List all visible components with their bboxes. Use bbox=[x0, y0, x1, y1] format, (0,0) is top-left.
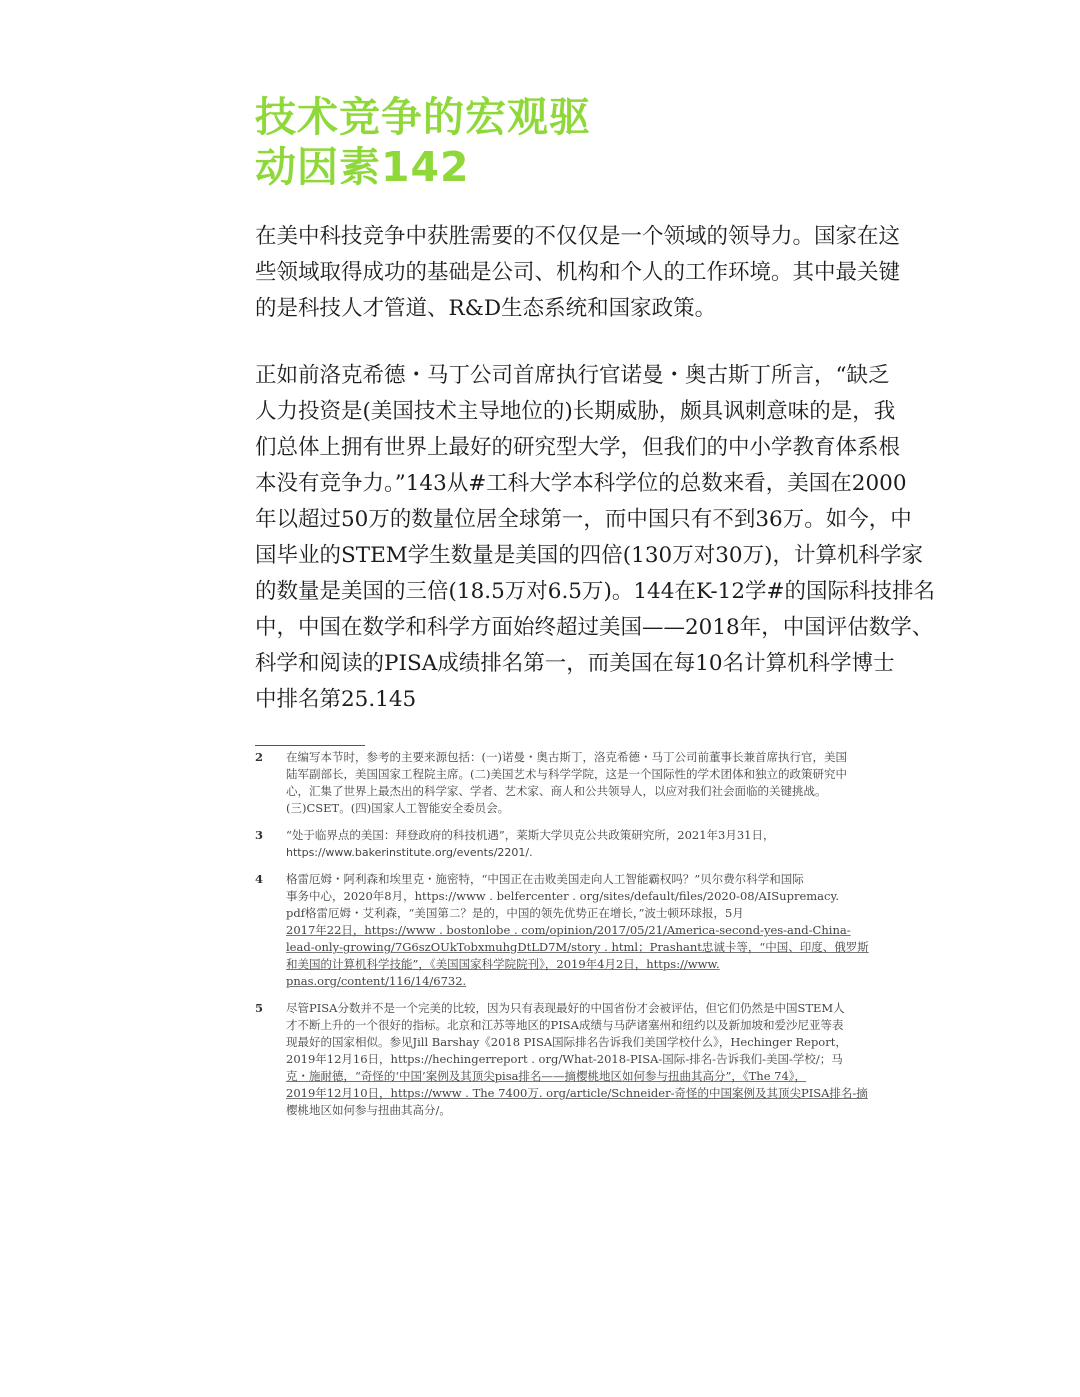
footnote-link[interactable]: 2019年12月10日，https://www . The 7400万. org/article/Schneider-奇怪的中国案例及其顶尖PISA排名-摘 bbox=[286, 1086, 868, 1100]
footnote-line: 克・施耐德，“奇怪的‘中国’案例及其顶尖pisa排名——摘樱桃地区如何参与扭曲其高分”，《The 74》， bbox=[286, 1069, 807, 1083]
footnote-link[interactable]: pnas.org/content/116/14/6732. bbox=[286, 974, 467, 988]
paragraph-line: 中，中国在数学和科学方面始终超过美国——2018年，中国评估数学、 bbox=[255, 615, 934, 640]
footnote-number: 3 bbox=[255, 828, 264, 842]
paragraph-line: 们总体上拥有世界上最好的研究型大学，但我们的中小学教育体系根 bbox=[255, 435, 901, 460]
footnote-line: 2019年12月16日，https://hechingerreport . org/What-2018-PISA-国际-排名-告诉我们-美国-学校/；马 bbox=[286, 1052, 843, 1066]
paragraph-line: 年以超过50万的数量位居全球第一，而中国只有不到36万。如今，中 bbox=[255, 507, 912, 532]
paragraph-line: 正如前洛克希德・马丁公司首席执行官诺曼・奥古斯丁所言，“缺乏 bbox=[255, 363, 890, 388]
footnote-number: 5 bbox=[255, 1001, 264, 1015]
paragraph-line: 的数量是美国的三倍(18.5万对6.5万)。144在K-12学#的国际科技排名 bbox=[255, 579, 936, 604]
page-title bbox=[255, 92, 815, 192]
footnote bbox=[255, 749, 905, 817]
footnotes bbox=[255, 749, 905, 1129]
paragraph-line: 国毕业的STEM学生数量是美国的四倍(130万对30万)，计算机科学家 bbox=[255, 543, 923, 568]
footnote bbox=[255, 1000, 905, 1119]
title-line: 技术竞争的宏观驱 bbox=[255, 93, 591, 141]
body-paragraph-1 bbox=[255, 219, 915, 327]
title-line: 动因素142 bbox=[255, 143, 470, 191]
footnote-line: 在编写本节时，参考的主要来源包括：(一)诺曼・奥古斯丁，洛克希德・马丁公司前董事长兼首席执行官，美国 bbox=[286, 750, 847, 764]
footnote-divider bbox=[255, 745, 365, 746]
footnote-number: 2 bbox=[255, 750, 264, 764]
footnote-line: 和美国的计算机科学技能”，《美国国家科学院院刊》，2019年4月2日，https://www. bbox=[286, 957, 720, 971]
paragraph-line: 本没有竞争力。”143从#工科大学本科学位的总数来看，美国在2000 bbox=[255, 471, 907, 496]
paragraph-line: 人力投资是(美国技术主导地位的)长期威胁，颇具讽刺意味的是，我 bbox=[255, 399, 896, 424]
footnote-line: pdf格雷厄姆・艾利森，“美国第二？是的，中国的领先优势正在增长，”波士顿环球报，5月 bbox=[286, 906, 744, 920]
paragraph-line: 科学和阅读的PISA成绩排名第一，而美国在每10名计算机科学博士 bbox=[255, 651, 895, 676]
footnote-line: (三)CSET。(四)国家人工智能安全委员会。 bbox=[286, 801, 510, 815]
footnote-line: 樱桃地区如何参与扭曲其高分/。 bbox=[286, 1103, 451, 1117]
paragraph-line: 些领域取得成功的基础是公司、机构和个人的工作环境。其中最关键 bbox=[255, 260, 901, 285]
footnote-line: 事务中心，2020年8月，https://www . belfercenter . org/sites/default/files/2020-08/AISupremacy. bbox=[286, 889, 840, 903]
footnote bbox=[255, 871, 905, 990]
footnote-line: 陆军副部长，美国国家工程院主席。(二)美国艺术与科学学院，这是一个国际性的学术团体和独立的政策研究中 bbox=[286, 767, 847, 781]
footnote-line: 尽管PISA分数并不是一个完美的比较，因为只有表现最好的中国省份才会被评估，但它们仍然是中国STEM人 bbox=[286, 1001, 845, 1015]
footnote-link[interactable]: lead-only-growing/7G6szOUkTobxmuhgDtLD7M/story . html；Prashant忠诚卡等，“中国、印度、俄罗斯 bbox=[286, 940, 869, 954]
footnote-number: 4 bbox=[255, 872, 264, 886]
body-paragraph-2 bbox=[255, 358, 936, 718]
footnote-line: 格雷厄姆・阿利森和埃里克・施密特，“中国正在击败美国走向人工智能霸权吗？”贝尔费尔科学和国际 bbox=[286, 872, 804, 886]
footnote-line: 心，汇集了世界上最杰出的科学家、学者、艺术家、商人和公共领导人，以应对我们社会面临的关键挑战。 bbox=[286, 784, 827, 798]
paragraph-line: 中排名第25.145 bbox=[255, 687, 417, 712]
footnote bbox=[255, 827, 905, 861]
footnote-line: 才不断上升的一个很好的指标。北京和江苏等地区的PISA成绩与马萨诸塞州和纽约以及新加坡和爱沙尼亚等表 bbox=[286, 1018, 844, 1032]
footnote-link[interactable]: 2017年22日，https://www . bostonlobe . com/opinion/2017/05/21/America-second-yes-and-China- bbox=[286, 923, 851, 937]
footnote-link[interactable]: https://www.bakerinstitute.org/events/2201/. bbox=[286, 846, 533, 859]
paragraph-line: 的是科技人才管道、R&D生态系统和国家政策。 bbox=[255, 296, 717, 321]
footnote-line: “处于临界点的美国：拜登政府的科技机遇”，莱斯大学贝克公共政策研究所，2021年3月31日， bbox=[286, 828, 775, 842]
paragraph-line: 在美中科技竞争中获胜需要的不仅仅是一个领域的领导力。国家在这 bbox=[255, 224, 901, 249]
footnote-line: 现最好的国家相似。参见Jill Barshay《2018 PISA国际排名告诉我们美国学校什么》，Hechinger Report， bbox=[286, 1035, 847, 1049]
